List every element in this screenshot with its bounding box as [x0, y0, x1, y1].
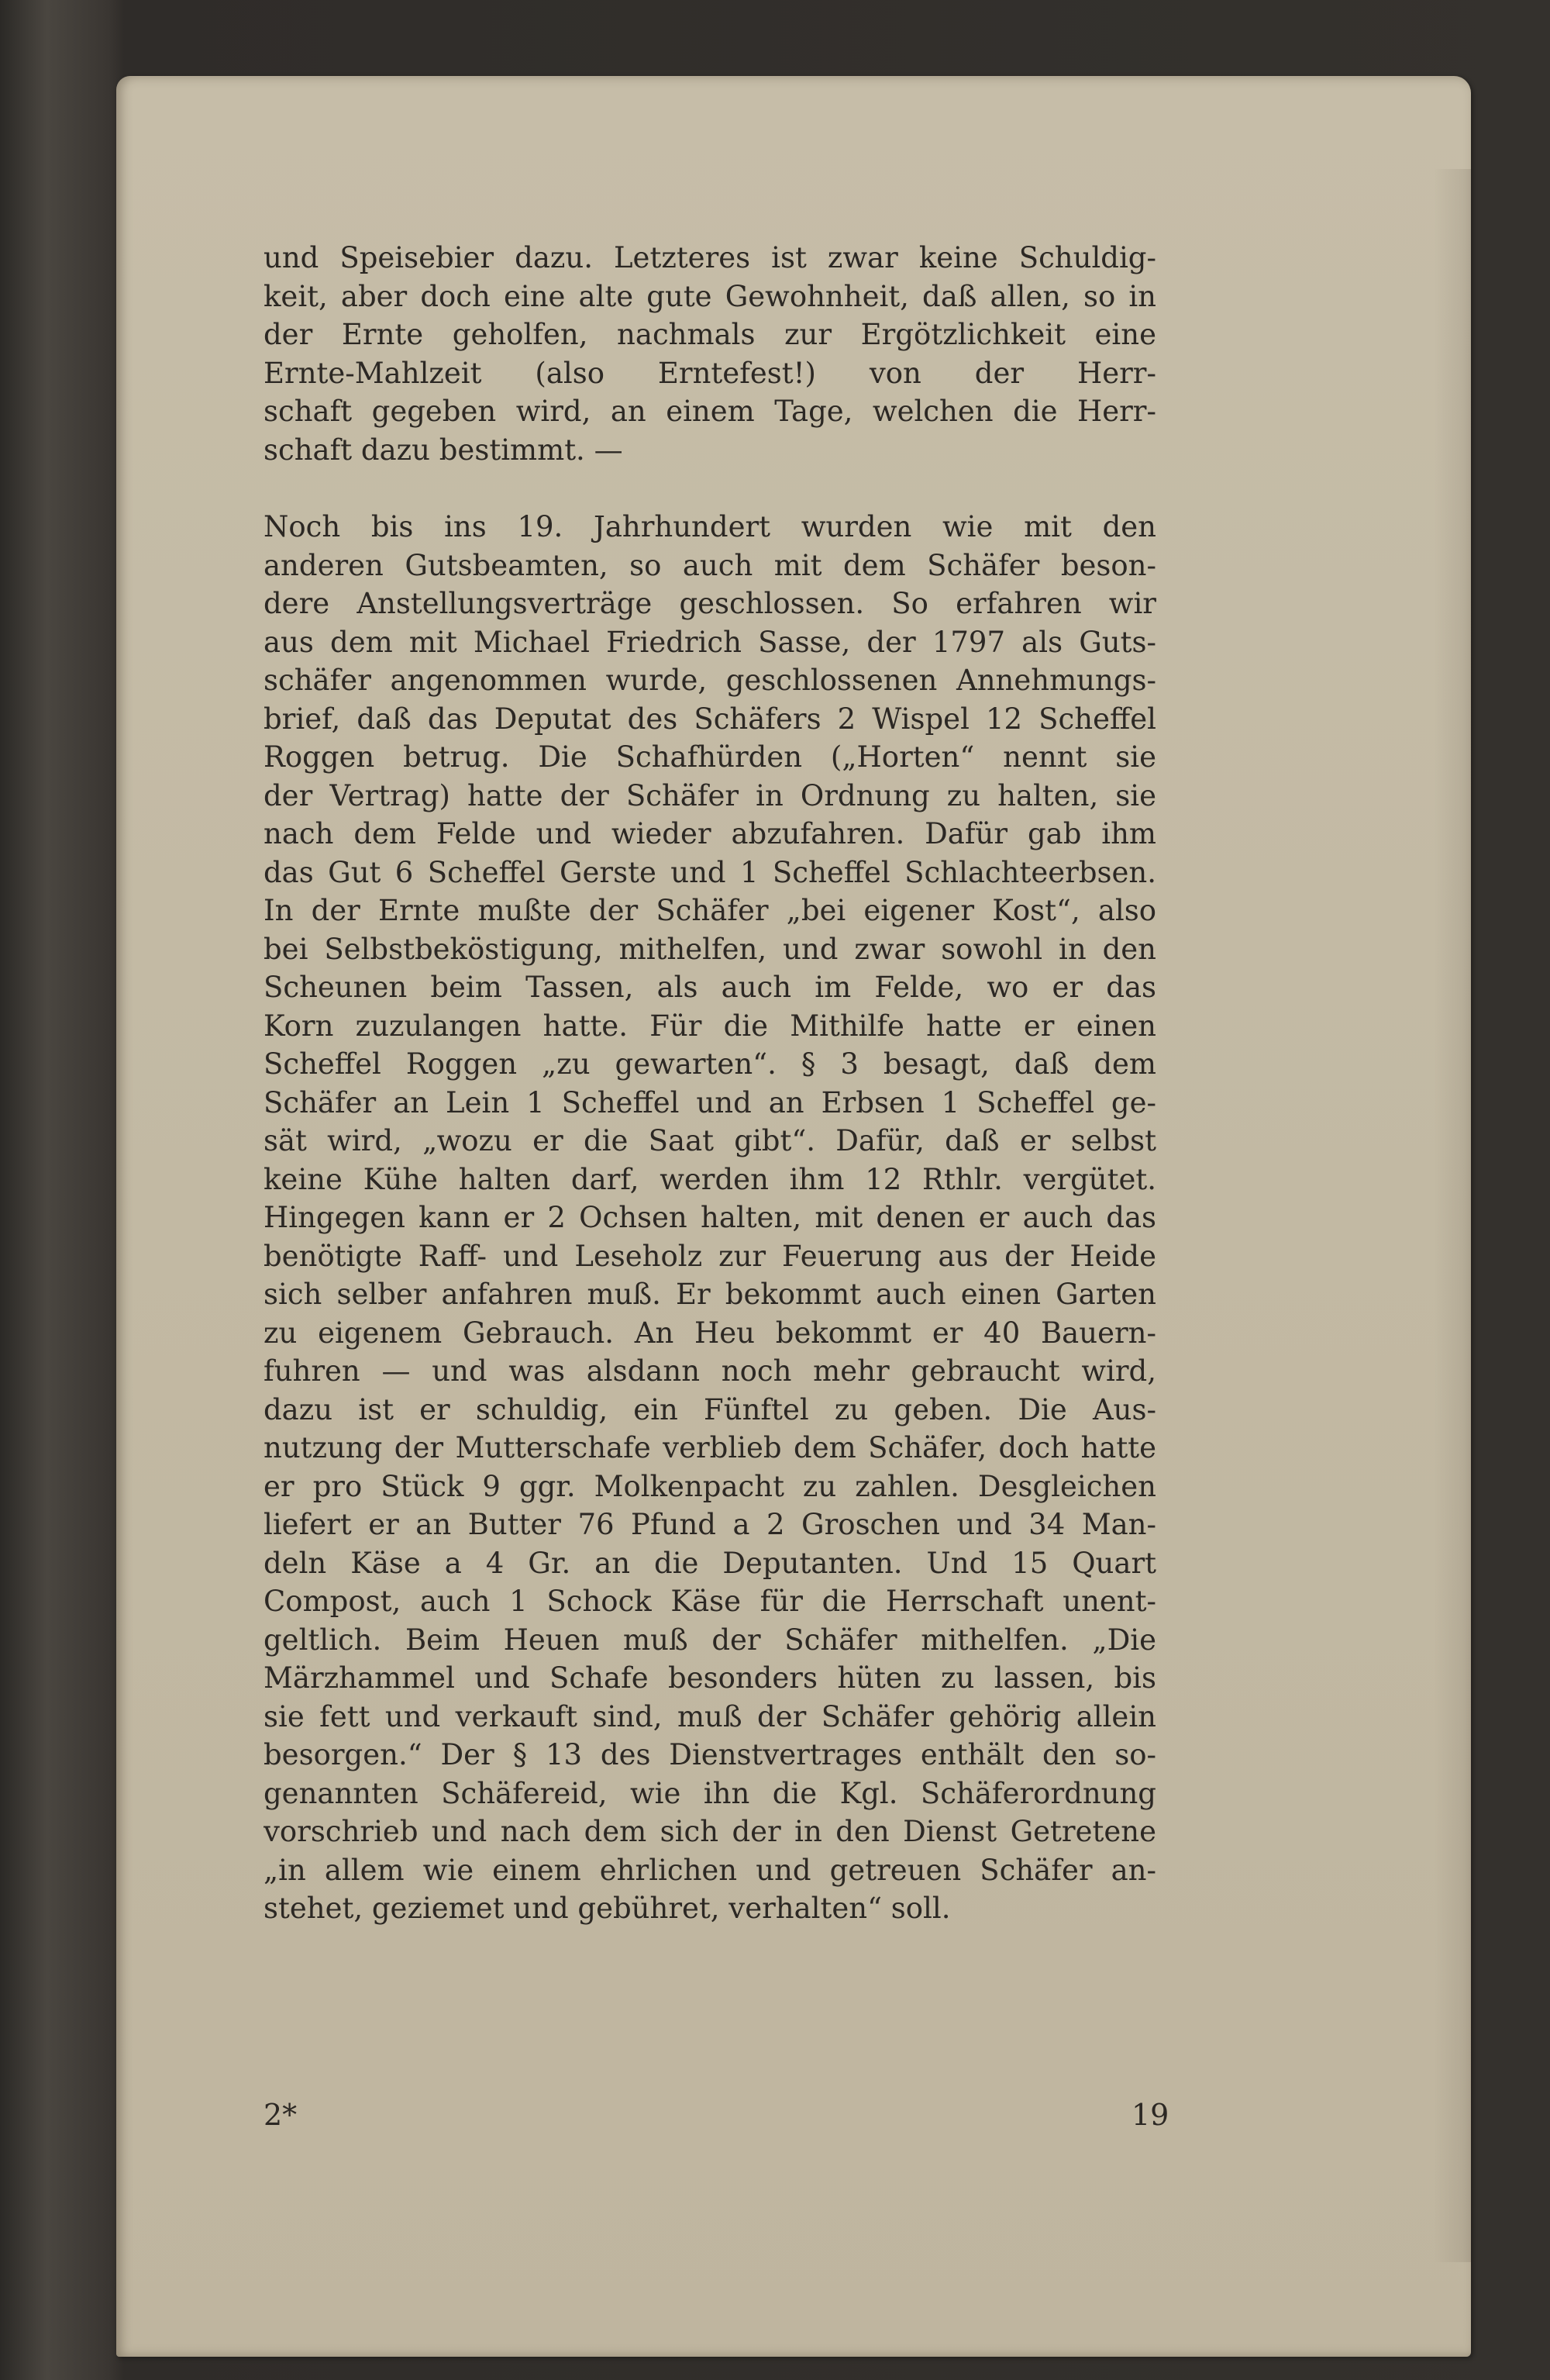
text-line: benötigte Raff- und Leseholz zur Feuerung aus der Heide: [264, 1239, 1156, 1273]
text-line: er pro Stück 9 ggr. Molkenpacht zu zahlen. Desgleichen: [264, 1469, 1156, 1503]
text-line: zu eigenem Gebrauch. An Heu bekommt er 40 Bauern-: [264, 1316, 1156, 1350]
text-line: Märzhammel und Schafe besonders hüten zu lassen, bis: [264, 1661, 1156, 1695]
paragraph-gap: [264, 469, 1156, 508]
text-line: Scheffel Roggen „zu gewarten“. § 3 besagt, daß dem: [264, 1047, 1156, 1081]
text-line: das Gut 6 Scheffel Gerste und 1 Scheffel Schlachteerbsen.: [264, 855, 1156, 889]
text-line: schäfer angenommen wurde, geschlossenen Annehmungs-: [264, 664, 1156, 697]
text-line: aus dem mit Michael Friedrich Sasse, der 1797 als Guts-: [264, 625, 1156, 659]
text-line: besorgen.“ Der § 13 des Dienstvertrages enthält den so-: [264, 1738, 1156, 1771]
signature-mark: 2*: [264, 2098, 298, 2132]
text-line: In der Ernte mußte der Schäfer „bei eigener Kost“, also: [264, 894, 1156, 927]
text-line: geltlich. Beim Heuen muß der Schäfer mithelfen. „Die: [264, 1623, 1156, 1657]
text-line: und Speisebier dazu. Letzteres ist zwar keine Schuldig-: [264, 241, 1156, 274]
body-text: [264, 239, 1156, 1928]
text-line: sich selber anfahren muß. Er bekommt auch einen Garten: [264, 1278, 1156, 1311]
text-line: schaft gegeben wird, an einem Tage, welchen die Herr-: [264, 395, 1156, 428]
text-line: der Ernte geholfen, nachmals zur Ergötzlichkeit eine: [264, 318, 1156, 351]
paragraph: [264, 239, 1156, 469]
text-line: Scheunen beim Tassen, als auch im Felde, wo er das: [264, 971, 1156, 1004]
text-line: bei Selbstbeköstigung, mithelfen, und zwar sowohl in den: [264, 932, 1156, 966]
text-line: sät wird, „wozu er die Saat gibt“. Dafür, daß er selbst: [264, 1124, 1156, 1157]
text-line: Schäfer an Lein 1 Scheffel und an Erbsen 1 Scheffel ge-: [264, 1085, 1156, 1119]
text-line: liefert er an Butter 76 Pfund a 2 Groschen und 34 Man-: [264, 1508, 1156, 1541]
text-line: fuhren — und was alsdann noch mehr gebraucht wird,: [264, 1354, 1156, 1388]
text-line: Korn zuzulangen hatte. Für die Mithilfe hatte er einen: [264, 1009, 1156, 1043]
text-line: der Vertrag) hatte der Schäfer in Ordnung zu halten, sie: [264, 778, 1156, 812]
text-line: Roggen betrug. Die Schafhürden („Horten“ nennt sie: [264, 740, 1156, 774]
text-line: „in allem wie einem ehrlichen und getreuen Schäfer an-: [264, 1853, 1156, 1887]
text-line: nutzung der Mutterschafe verblieb dem Schäfer, doch hatte: [264, 1431, 1156, 1464]
page-number: 19: [1132, 2098, 1169, 2132]
text-line: Hingegen kann er 2 Ochsen halten, mit denen er auch das: [264, 1201, 1156, 1234]
text-line: brief, daß das Deputat des Schäfers 2 Wispel 12 Scheffel: [264, 702, 1156, 736]
text-line: schaft dazu bestimmt. —: [264, 433, 623, 467]
text-line: Compost, auch 1 Schock Käse für die Herrschaft unent-: [264, 1585, 1156, 1618]
text-line: Ernte-Mahlzeit (also Erntefest!) von der Herr-: [264, 356, 1156, 390]
paragraph: [264, 508, 1156, 1928]
text-line: vorschrieb und nach dem sich der in den Dienst Getretene: [264, 1815, 1156, 1848]
text-line: sie fett und verkauft sind, muß der Schäfer gehörig allein: [264, 1699, 1156, 1733]
text-line: deln Käse a 4 Gr. an die Deputanten. Und 15 Quart: [264, 1546, 1156, 1580]
text-line: stehet, geziemet und gebühret, verhalten“ soll.: [264, 1892, 951, 1925]
text-line: dazu ist er schuldig, ein Fünftel zu geben. Die Aus-: [264, 1392, 1156, 1426]
text-line: dere Anstellungsverträge geschlossen. So erfahren wir: [264, 587, 1156, 620]
text-line: keine Kühe halten darf, werden ihm 12 Rthlr. vergütet.: [264, 1162, 1156, 1196]
text-line: anderen Gutsbeamten, so auch mit dem Schäfer beson-: [264, 548, 1156, 582]
text-line: genannten Schäfereid, wie ihn die Kgl. Schäferordnung: [264, 1776, 1156, 1810]
text-line: Noch bis ins 19. Jahrhundert wurden wie mit den: [264, 510, 1156, 543]
text-line: keit, aber doch eine alte gute Gewohnheit, daß allen, so in: [264, 279, 1156, 313]
text-line: nach dem Felde und wieder abzufahren. Dafür gab ihm: [264, 817, 1156, 850]
